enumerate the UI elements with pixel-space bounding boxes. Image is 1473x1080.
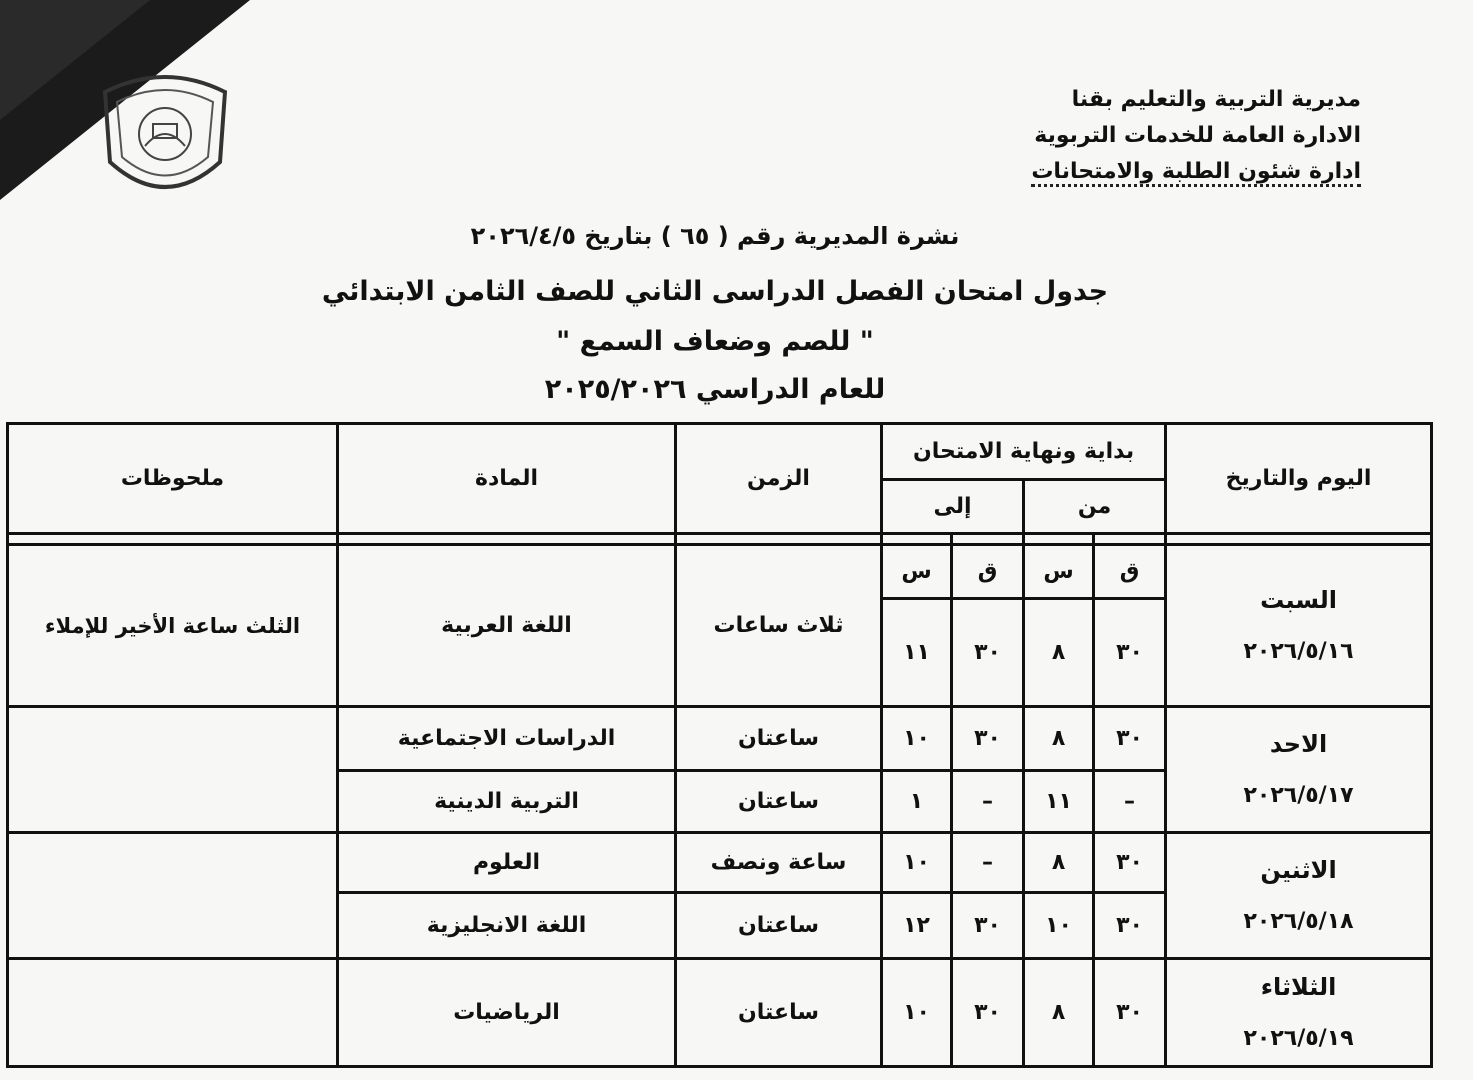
table-row (8, 707, 1432, 771)
from-minute: ٣٠ (1094, 833, 1166, 893)
directorate-seal-logo (95, 62, 235, 212)
duration-cell: ساعة ونصف (676, 833, 882, 893)
from-minute: ٣٠ (1094, 959, 1166, 1067)
header-from: من (1024, 480, 1166, 534)
exam-date: ٢٠٢٦/٥/١٦ (1243, 638, 1354, 664)
header-start-end: بداية ونهاية الامتحان (882, 424, 1166, 480)
duration-cell: ساعتان (676, 959, 882, 1067)
org-line-directorate: مديرية التربية والتعليم بقنا (1071, 87, 1361, 112)
from-minute: ٣٠ (1094, 893, 1166, 959)
exam-date: ٢٠٢٦/٥/١٩ (1243, 1025, 1354, 1051)
duration-cell: ساعتان (676, 771, 882, 833)
header-row-1 (8, 424, 1432, 480)
day-date-cell (1166, 833, 1432, 959)
unit-minute-from: ق (1094, 545, 1166, 599)
from-hour: ١٠ (1024, 893, 1094, 959)
table-row (8, 545, 1432, 599)
to-minute: ٣٠ (952, 959, 1024, 1067)
unit-minute-to: ق (952, 545, 1024, 599)
org-line-general-admin: الادارة العامة للخدمات التربوية (1034, 123, 1361, 148)
academic-year-title: للعام الدراسي ٢٠٢٥/٢٠٢٦ (544, 374, 886, 405)
note-cell: الثلث ساعة الأخير للإملاء (8, 545, 338, 707)
to-minute: – (952, 833, 1024, 893)
unit-hour-from: س (1024, 545, 1094, 599)
subject-cell: الرياضيات (338, 959, 676, 1067)
from-minute: – (1094, 771, 1166, 833)
to-hour: ١٢ (882, 893, 952, 959)
from-hour: ١١ (1024, 771, 1094, 833)
audience-title: " للصم وضعاف السمع " (556, 326, 874, 357)
schedule-title: جدول امتحان الفصل الدراسى الثاني للصف الثامن الابتدائي (321, 276, 1109, 307)
bulletin-title: نشرة المديرية رقم ( ٦٥ ) بتاريخ ٢٠٢٦/٤/٥ (470, 222, 960, 250)
to-minute: ٣٠ (952, 707, 1024, 771)
to-hour: ١ (882, 771, 952, 833)
subject-cell: اللغة العربية (338, 545, 676, 707)
duration-cell: ثلاث ساعات (676, 545, 882, 707)
header-subject: المادة (338, 424, 676, 534)
subject-cell: العلوم (338, 833, 676, 893)
day-name: الاثنين (1260, 855, 1337, 884)
to-hour: ١٠ (882, 833, 952, 893)
exam-schedule-table (6, 422, 1433, 1068)
table-row (8, 959, 1432, 1067)
organization-header (1031, 82, 1361, 190)
header-to: إلى (882, 480, 1024, 534)
note-cell (8, 959, 338, 1067)
table-row (8, 833, 1432, 893)
org-line-exams-admin (1031, 154, 1361, 190)
day-date-cell (1166, 707, 1432, 833)
from-minute: ٣٠ (1094, 599, 1166, 707)
duration-cell: ساعتان (676, 707, 882, 771)
subject-cell: اللغة الانجليزية (338, 893, 676, 959)
unit-hour-to: س (882, 545, 952, 599)
from-hour: ٨ (1024, 599, 1094, 707)
to-hour: ١١ (882, 599, 952, 707)
to-hour: ١٠ (882, 959, 952, 1067)
to-hour: ١٠ (882, 707, 952, 771)
exam-date: ٢٠٢٦/٥/١٧ (1243, 782, 1354, 808)
from-hour: ٨ (1024, 707, 1094, 771)
from-minute: ٣٠ (1094, 707, 1166, 771)
day-date-cell (1166, 545, 1432, 707)
from-hour: ٨ (1024, 833, 1094, 893)
from-hour: ٨ (1024, 959, 1094, 1067)
org-line-exams-admin-text: ادارة شئون الطلبة والامتحانات (1031, 159, 1361, 187)
day-name: الثلاثاء (1260, 972, 1337, 1001)
subject-cell: التربية الدينية (338, 771, 676, 833)
day-date-cell (1166, 959, 1432, 1067)
header-notes: ملحوظات (8, 424, 338, 534)
note-cell (8, 833, 338, 959)
to-minute: ٣٠ (952, 599, 1024, 707)
duration-cell: ساعتان (676, 893, 882, 959)
to-minute: – (952, 771, 1024, 833)
header-day-date: اليوم والتاريخ (1166, 424, 1432, 534)
day-name: الاحد (1269, 729, 1328, 758)
subject-cell: الدراسات الاجتماعية (338, 707, 676, 771)
note-cell (8, 707, 338, 833)
header-duration: الزمن (676, 424, 882, 534)
header-separator (8, 534, 1432, 545)
to-minute: ٣٠ (952, 893, 1024, 959)
day-name: السبت (1260, 585, 1337, 614)
exam-date: ٢٠٢٦/٥/١٨ (1243, 908, 1354, 934)
